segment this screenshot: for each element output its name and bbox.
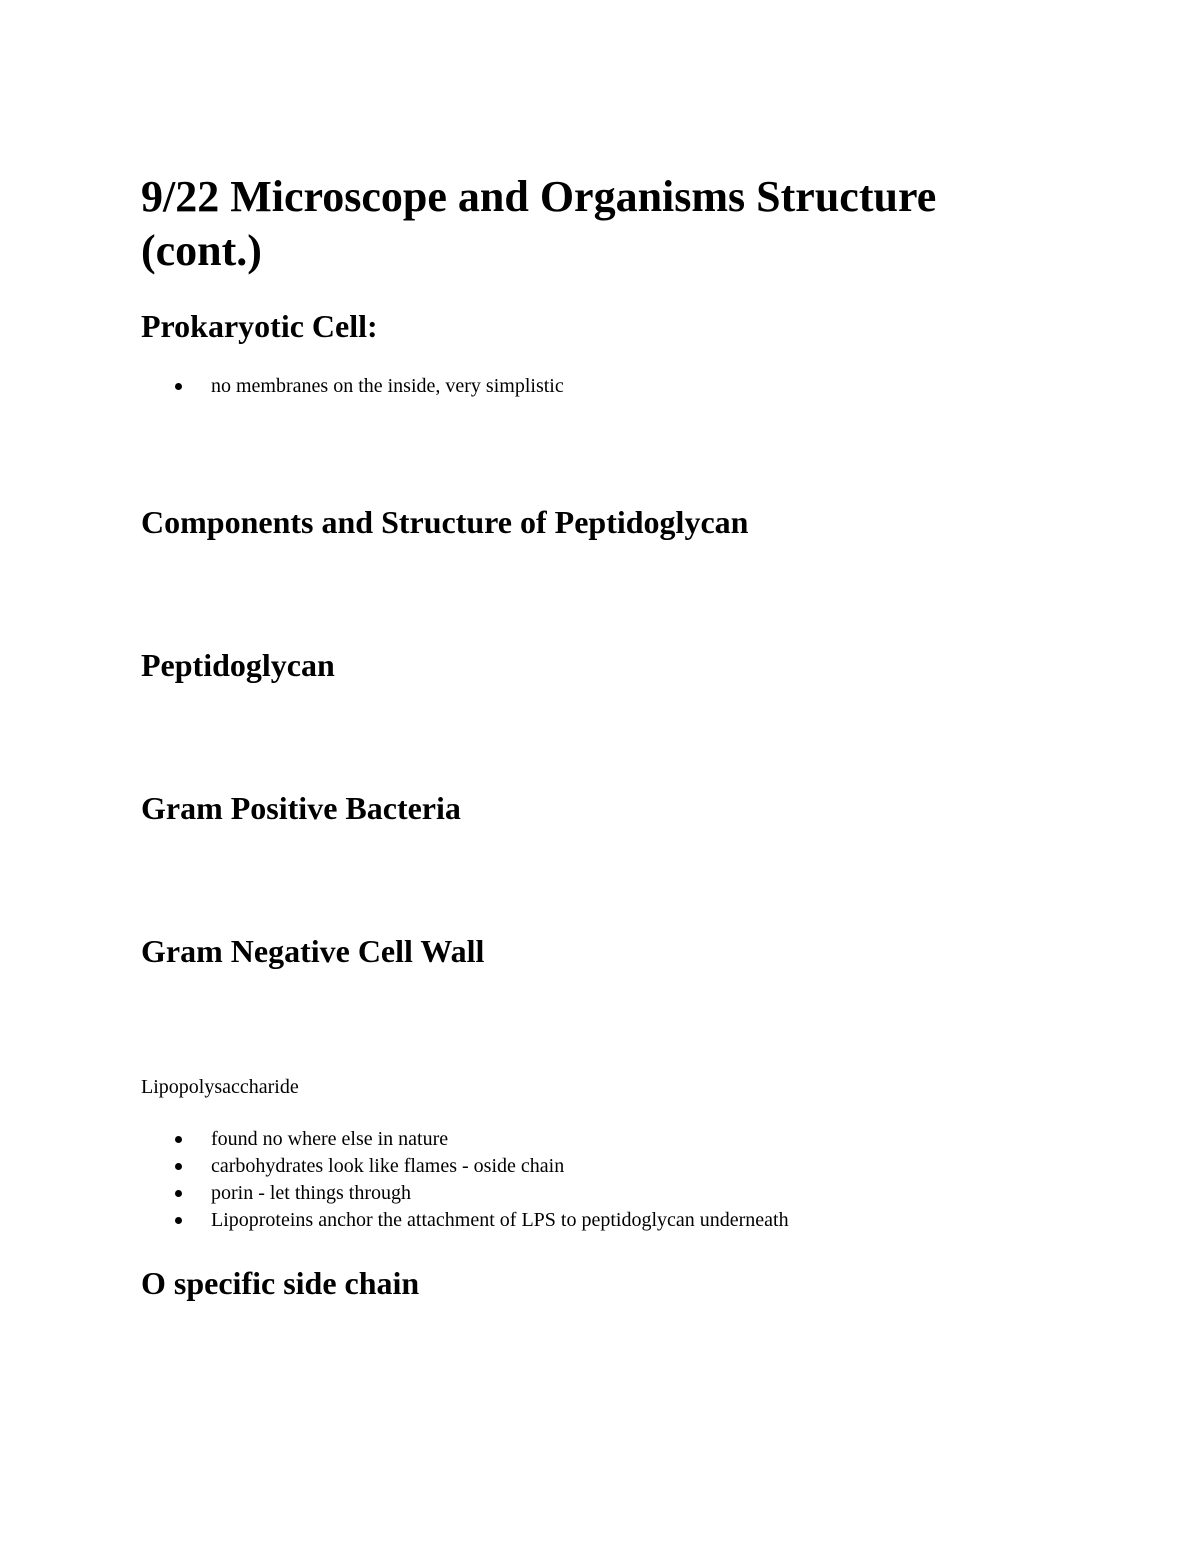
heading-gram-positive-bacteria: Gram Positive Bacteria bbox=[141, 790, 461, 826]
heading-gram-negative-cell-wall: Gram Negative Cell Wall bbox=[141, 933, 485, 969]
heading-prokaryotic-cell: Prokaryotic Cell: bbox=[141, 308, 378, 344]
list-item-text: Lipoproteins anchor the attachment of LPS to peptidoglycan underneath bbox=[211, 1209, 789, 1231]
bullet-icon bbox=[175, 1217, 182, 1224]
bullet-icon bbox=[175, 383, 182, 390]
page-title: 9/22 Microscope and Organisms Structure (cont.) bbox=[141, 172, 937, 275]
bullet-icon bbox=[175, 1136, 182, 1143]
list-item-text: found no where else in nature bbox=[211, 1128, 449, 1150]
list-item-text: no membranes on the inside, very simplistic bbox=[211, 375, 564, 397]
paragraph-lipopolysaccharide: Lipopolysaccharide bbox=[141, 1076, 299, 1098]
list-item-text: porin - let things through bbox=[211, 1182, 411, 1204]
heading-peptidoglycan: Peptidoglycan bbox=[141, 647, 335, 683]
list-item-text: carbohydrates look like flames - oside chain bbox=[211, 1155, 565, 1177]
bullet-icon bbox=[175, 1190, 182, 1197]
heading-o-specific-side-chain: O specific side chain bbox=[141, 1265, 420, 1301]
heading-components-structure-peptidoglycan: Components and Structure of Peptidoglycan bbox=[141, 504, 749, 540]
bullet-icon bbox=[175, 1163, 182, 1170]
